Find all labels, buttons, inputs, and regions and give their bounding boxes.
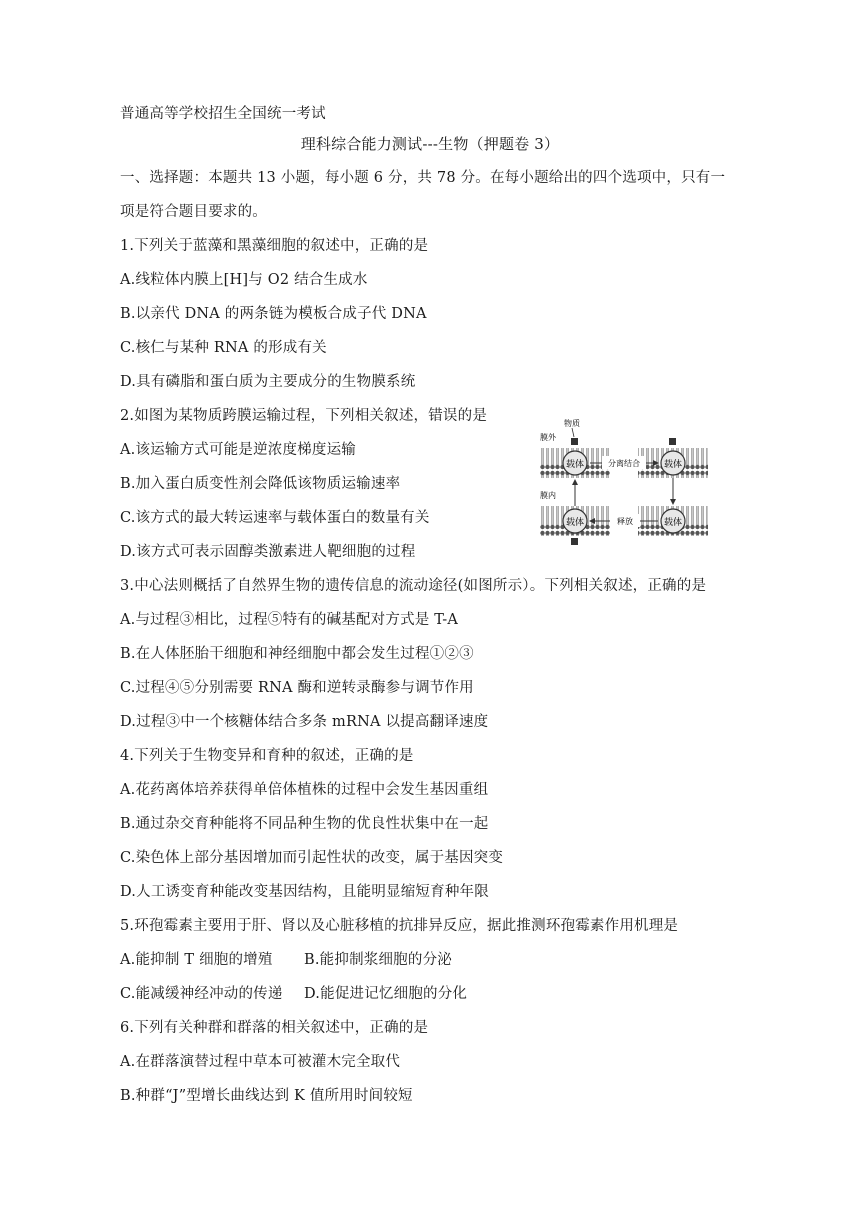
- substance-label: 物质: [564, 419, 580, 428]
- question-4-option-a: A.花药离体培养获得单倍体植株的过程中会发生基因重组: [120, 782, 489, 798]
- carrier-label-4: 载体: [663, 518, 683, 528]
- inside-label: 膜内: [540, 491, 556, 500]
- question-3-stem: 3.中心法则概括了自然界生物的遗传信息的流动途径(如图所示）。下列相关叙述，正确的是: [120, 578, 707, 594]
- membrane-transport-figure: [530, 410, 718, 548]
- question-4-stem: 4.下列关于生物变异和育种的叙述，正确的是: [120, 748, 414, 764]
- question-1-stem: 1.下列关于蓝藻和黑藻细胞的叙述中，正确的是: [120, 238, 429, 254]
- question-5-stem: 5.环孢霉素主要用于肝、肾以及心脏移植的抗排异反应，据此推测环孢霉素作用机理是: [120, 918, 679, 934]
- paper-title: 理科综合能力测试---生物（押题卷 3）: [300, 135, 560, 153]
- question-5-option-b: B.能抑制浆细胞的分泌: [304, 952, 452, 968]
- question-2-option-b: B.加入蛋白质变性剂会降低该物质运输速率: [120, 476, 401, 492]
- carrier-label-1: 载体: [565, 460, 585, 470]
- question-2-stem: 2.如图为某物质跨膜运输过程，下列相关叙述，错误的是: [120, 408, 488, 424]
- release-label: 释放: [617, 517, 633, 526]
- question-2-option-a: A.该运输方式可能是逆浓度梯度运输: [120, 442, 356, 458]
- question-2-option-c: C.该方式的最大转运速率与载体蛋白的数量有关: [120, 510, 430, 526]
- question-1-option-d: D.具有磷脂和蛋白质为主要成分的生物膜系统: [120, 374, 416, 390]
- question-1-option-c: C.核仁与某种 RNA 的形成有关: [120, 340, 327, 356]
- question-3-option-c: C.过程④⑤分别需要 RNA 酶和逆转录酶参与调节作用: [120, 680, 474, 696]
- question-4-option-d: D.人工诱变育种能改变基因结构，且能明显缩短育种年限: [120, 884, 489, 900]
- section-intro-line1: 一、选择题：本题共 13 小题，每小题 6 分，共 78 分。在每小题给出的四个选项中，只有一: [120, 170, 726, 186]
- section-intro-line2: 项是符合题目要求的。: [120, 204, 267, 220]
- question-1-option-a: A.线粒体内膜上[H]与 O2 结合生成水: [120, 272, 368, 288]
- question-3-option-d: D.过程③中一个核糖体结合多条 mRNA 以提高翻译速度: [120, 714, 489, 730]
- outside-label: 膜外: [540, 433, 556, 442]
- question-6-stem: 6.下列有关种群和群落的相关叙述中，正确的是: [120, 1020, 429, 1036]
- bind-label: 分离结合: [608, 459, 640, 468]
- question-3-option-a: A.与过程③相比，过程⑤特有的碱基配对方式是 T-A: [120, 612, 459, 628]
- question-4-option-c: C.染色体上部分基因增加而引起性状的改变，属于基因突变: [120, 850, 504, 866]
- question-5-option-c: C.能减缓神经冲动的传递: [120, 986, 283, 1002]
- question-3-option-b: B.在人体胚胎干细胞和神经细胞中都会发生过程①②③: [120, 646, 474, 662]
- carrier-label-3: 载体: [565, 518, 585, 528]
- carrier-label-2: 载体: [663, 460, 683, 470]
- substance-square-bottom: [571, 538, 578, 545]
- exam-name: 普通高等学校招生全国统一考试: [120, 106, 326, 122]
- question-6-option-b: B.种群“J”型增长曲线达到 K 值所用时间较短: [120, 1088, 413, 1104]
- question-6-option-a: A.在群落演替过程中草本可被灌木完全取代: [120, 1054, 401, 1070]
- question-2-option-d: D.该方式可表示固醇类激素进人靶细胞的过程: [120, 544, 416, 560]
- membrane-transport-diagram: [530, 410, 718, 548]
- substance-square-top: [571, 438, 578, 445]
- question-5-option-a: A.能抑制 T 细胞的增殖: [120, 952, 273, 968]
- question-1-option-b: B.以亲代 DNA 的两条链为模板合成子代 DNA: [120, 306, 427, 322]
- question-4-option-b: B.通过杂交育种能将不同品种生物的优良性状集中在一起: [120, 816, 489, 832]
- question-5-option-d: D.能促进记忆细胞的分化: [304, 986, 468, 1002]
- substance-square-top-right: [669, 438, 676, 445]
